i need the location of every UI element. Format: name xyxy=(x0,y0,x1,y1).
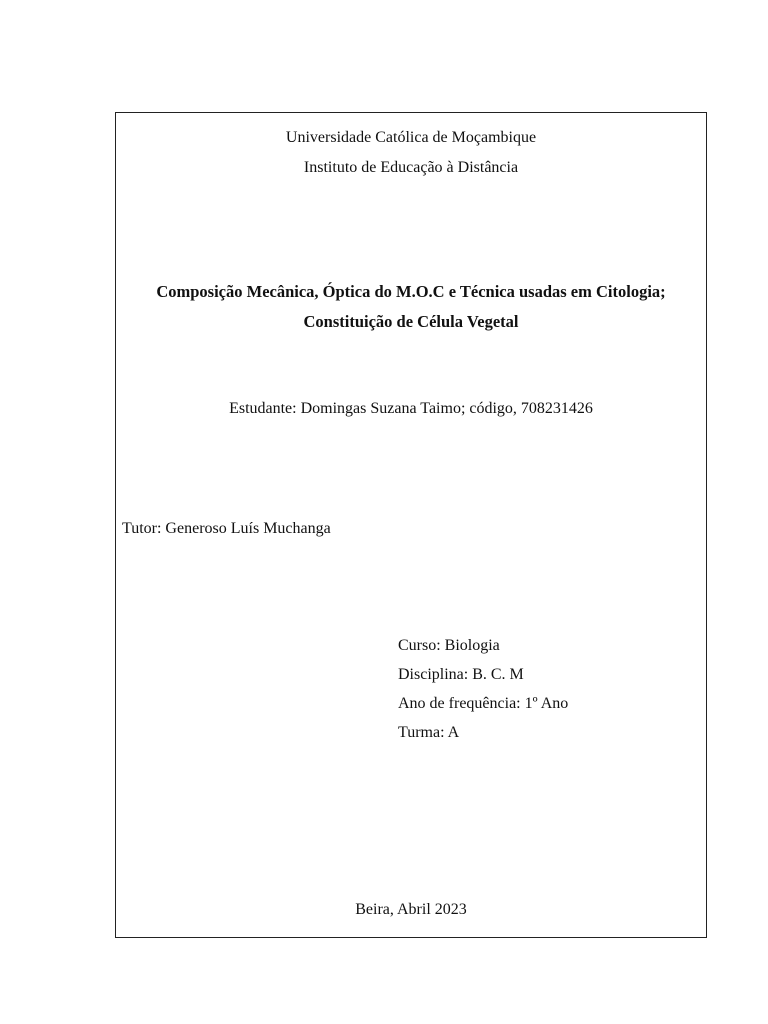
course-info: Curso: Biologia xyxy=(398,637,500,654)
student-info: Estudante: Domingas Suzana Taimo; código, 708231426 xyxy=(229,400,593,417)
place-date: Beira, Abril 2023 xyxy=(355,901,467,918)
year-info: Ano de frequência: 1º Ano xyxy=(398,695,569,712)
title-line-1: Composição Mecânica, Óptica do M.O.C e Técnica usadas em Citologia; xyxy=(156,282,666,301)
tutor-info: Tutor: Generoso Luís Muchanga xyxy=(122,520,331,537)
discipline-info: Disciplina: B. C. M xyxy=(398,666,524,683)
title-line-2: Constituição de Célula Vegetal xyxy=(303,312,519,331)
university-name: Universidade Católica de Moçambique xyxy=(285,129,537,146)
institute-name: Instituto de Educação à Distância xyxy=(303,159,519,176)
class-info: Turma: A xyxy=(398,724,460,741)
